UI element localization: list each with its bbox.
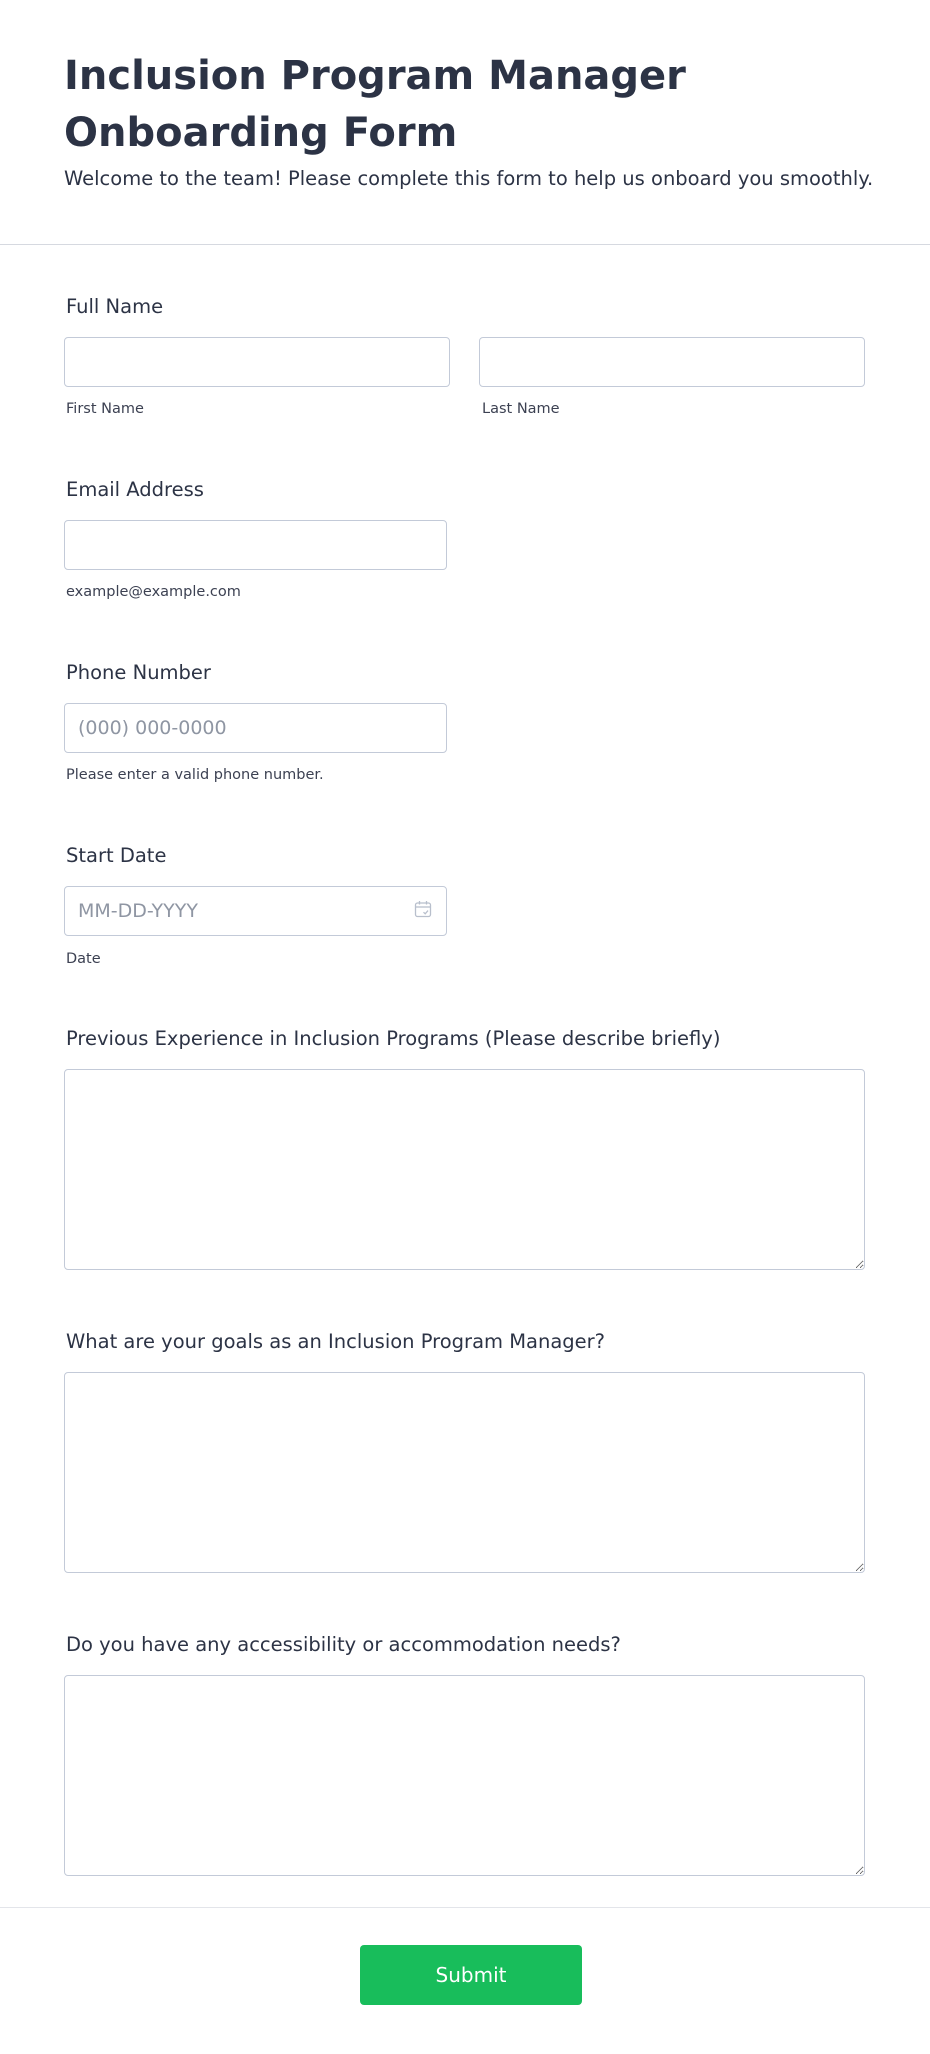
phone-sublabel: Please enter a valid phone number. (66, 767, 324, 783)
experience-label: Previous Experience in Inclusion Programs (Please describe briefly) (66, 1027, 721, 1050)
email-label: Email Address (66, 478, 204, 501)
calendar-icon[interactable] (414, 900, 432, 918)
email-field[interactable] (64, 520, 447, 570)
start-date-sublabel: Date (66, 951, 101, 967)
full-name-label: Full Name (66, 295, 164, 318)
start-date-label: Start Date (66, 844, 167, 867)
goals-label: What are your goals as an Inclusion Program Manager? (66, 1330, 606, 1353)
submit-button[interactable]: Submit (360, 1945, 582, 2005)
accessibility-label: Do you have any accessibility or accommodation needs? (66, 1633, 621, 1656)
first-name-sublabel: First Name (66, 401, 144, 417)
last-name-input[interactable] (479, 337, 865, 387)
experience-textarea[interactable] (64, 1069, 865, 1270)
phone-field[interactable] (64, 703, 447, 753)
accessibility-textarea[interactable] (64, 1675, 865, 1876)
phone-label: Phone Number (66, 661, 211, 684)
form-header (0, 0, 930, 245)
start-date-field[interactable] (64, 886, 447, 936)
last-name-sublabel: Last Name (482, 401, 560, 417)
first-name-input[interactable] (64, 337, 450, 387)
page-title: Inclusion Program Manager Onboarding Form (64, 53, 686, 156)
page-subtitle: Welcome to the team! Please complete this form to help us onboard you smoothly. (64, 167, 874, 190)
form-footer (0, 1907, 930, 2054)
email-sublabel: example@example.com (66, 584, 241, 600)
goals-textarea[interactable] (64, 1372, 865, 1573)
